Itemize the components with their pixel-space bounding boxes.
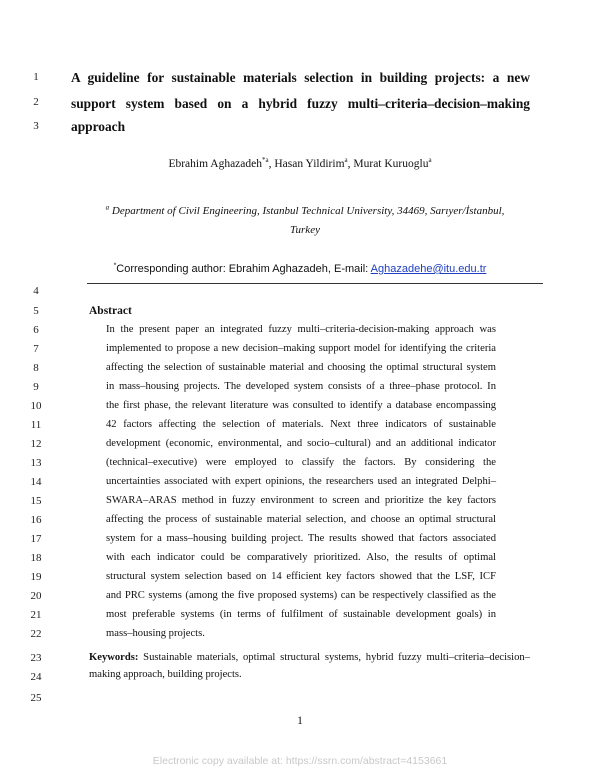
line-number: 24 — [30, 671, 42, 683]
line-number: 6 — [33, 324, 39, 336]
line-number: 20 — [30, 590, 42, 602]
abstract-line: 42 factors affecting the selection of materials. Next three indicators of sustainable — [106, 419, 496, 430]
corresponding-author: *Corresponding author: Ebrahim Aghazadeh, E-mail: Aghazadehe@itu.edu.tr — [113, 262, 487, 275]
line-number: 7 — [33, 343, 39, 355]
abstract-line: structural system selection based on 14 efficient key factors showed that the LSF, ICF — [106, 571, 496, 582]
line-number: 9 — [33, 381, 39, 393]
line-number: 10 — [30, 400, 42, 412]
line-number: 2 — [33, 96, 39, 108]
line-number: 22 — [30, 628, 42, 640]
abstract-line: in mass–housing projects. The developed system consists of a three–phase protocol. In — [106, 381, 496, 392]
line-number: 12 — [30, 438, 42, 450]
line-number: 1 — [33, 71, 39, 83]
affiliation-line-2: Turkey — [290, 224, 320, 236]
author-2: , Hasan Yildirim — [268, 158, 345, 170]
abstract-line: (technical–executive) were employed to classify the factors. By considering the — [106, 457, 496, 468]
title-line-2: support system based on a hybrid fuzzy multi–criteria–decision–making — [71, 96, 530, 111]
line-number: 3 — [33, 120, 39, 132]
line-number: 21 — [30, 609, 42, 621]
line-number: 16 — [30, 514, 42, 526]
keywords-line-2: making approach, building projects. — [89, 669, 242, 680]
line-number: 19 — [30, 571, 42, 583]
page-number: 1 — [297, 715, 303, 727]
keywords-line-1: Keywords: Sustainable materials, optimal structural systems, hybrid fuzzy multi–criteria–decision– — [89, 652, 530, 663]
line-number: 18 — [30, 552, 42, 564]
line-number: 13 — [30, 457, 42, 469]
affiliation-line-1: $^a$ Department of Civil Engineering, Istanbul Technical University, 34469, Sarıyer/İstanbul, — [105, 203, 505, 217]
abstract-line: most preferable systems (in terms of fulfilment of sustainable development goals) in — [106, 609, 496, 620]
abstract-line: system for a mass–housing building project. The results showed that factors associated — [106, 533, 496, 544]
email-link[interactable]: Aghazadehe@itu.edu.tr — [370, 263, 487, 275]
title-line-1: A guideline for sustainable materials selection in building projects: a new — [71, 70, 530, 85]
corresponding-sup: * — [113, 262, 117, 270]
line-number: 11 — [30, 419, 42, 431]
author-3: , Murat Kuruoglu — [347, 158, 429, 170]
abstract-line: uncertainties associated with expert opinions, the researchers used an integrated Delphi– — [106, 476, 496, 487]
line-number: 23 — [30, 652, 42, 664]
line-number: 25 — [30, 692, 42, 704]
author-1: Ebrahim Aghazadeh — [168, 158, 262, 170]
line-number: 15 — [30, 495, 42, 507]
keywords-label: Keywords: — [89, 652, 139, 663]
abstract-line: the first phase, the relevant literature was consulted to identify a database encompassing — [106, 400, 496, 411]
line-number: 14 — [30, 476, 42, 488]
author-3-sup: a — [428, 156, 432, 165]
line-number: 17 — [30, 533, 42, 545]
abstract-line: and PRC systems (among the five proposed systems) can be respectively classified as the — [106, 590, 496, 601]
abstract-line: affecting the process of sustainable material selection, and choose an optimal structural — [106, 514, 496, 525]
abstract-line: In the present paper an integrated fuzzy multi–criteria-decision-making approach was — [106, 324, 496, 335]
abstract-line: development (economic, environmental, and socio–cultural) and an additional indicator — [106, 438, 496, 449]
author-list — [0, 158, 600, 170]
line-number: 5 — [33, 305, 39, 317]
line-number: 8 — [33, 362, 39, 374]
abstract-line: affecting the selection of sustainable material and choosing the optimal structural system — [106, 362, 496, 373]
ssrn-footer: Electronic copy available at: https://ssrn.com/abstract=4153661 — [152, 755, 448, 767]
affiliation-sup: a — [105, 203, 110, 212]
divider — [87, 283, 543, 284]
line-number: 4 — [33, 285, 39, 297]
abstract-heading: Abstract — [89, 305, 132, 317]
title-line-3: approach — [71, 119, 126, 134]
abstract-line: with each indicator could be comparatively prioritized. Also, the results of optimal — [106, 552, 496, 563]
abstract-line: mass–housing projects. — [106, 628, 205, 639]
author-1-sup: *a — [262, 156, 269, 165]
author-2-sup: a — [344, 156, 348, 165]
abstract-line: implemented to propose a new decision–making support model for identifying the criteria — [106, 343, 496, 354]
abstract-line: SWARA–ARAS method in fuzzy environment to screen and prioritize the key factors — [106, 495, 496, 506]
